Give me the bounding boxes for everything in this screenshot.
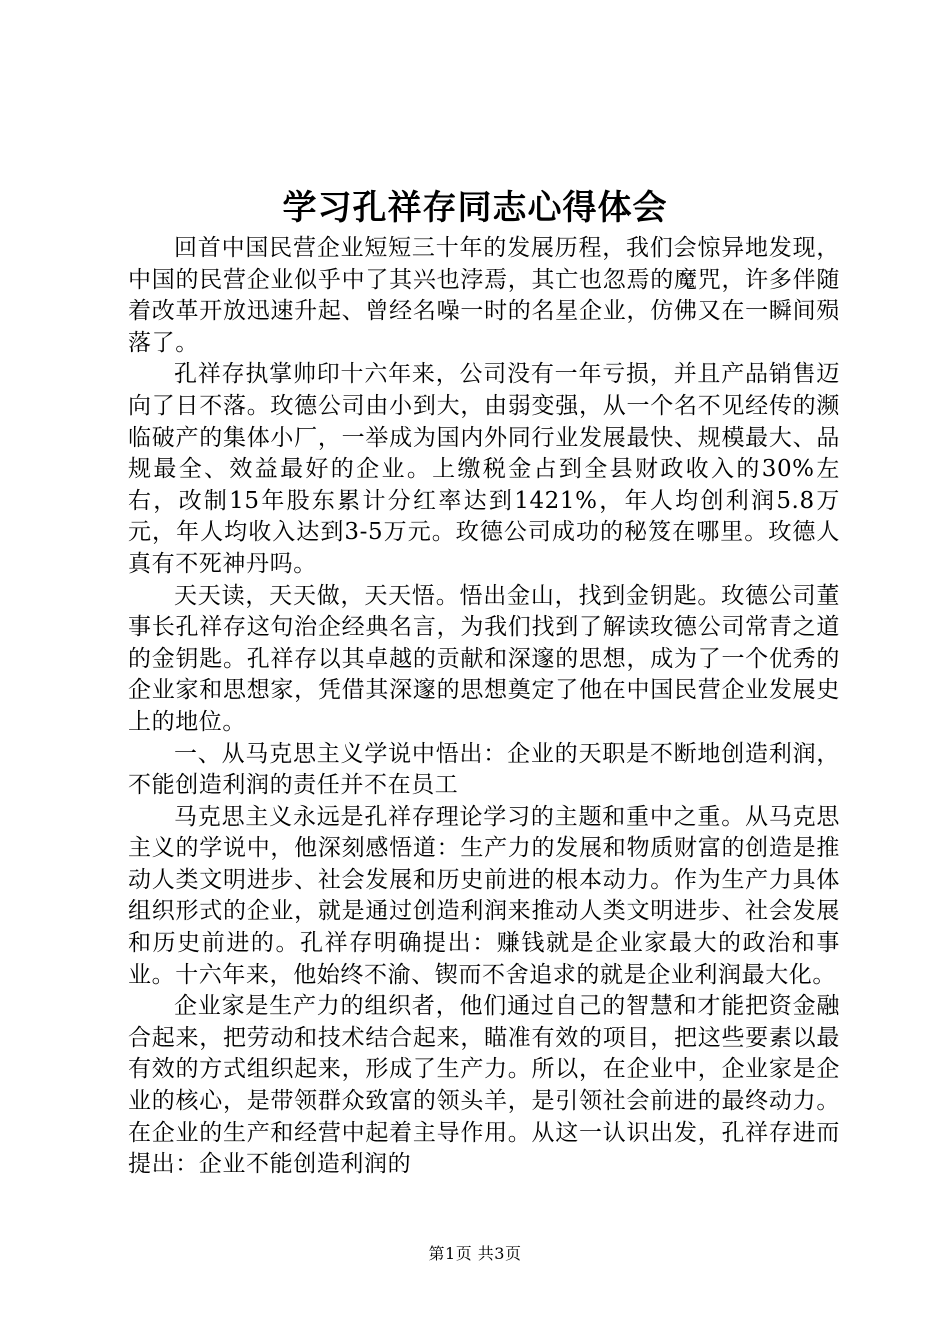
paragraph-5: 企业家是生产力的组织者，他们通过自己的智慧和才能把资金融合起来，把劳动和技术结合起来，瞄准有效的项目，把这些要素以最有效的方式组织起来，形成了生产力。所以，在企业中，企业家是企业的核心，是带领群众致富的领头羊，是引领社会前进的最终动力。在企业的生产和经营中起着主导作用。从这一认识出发，孔祥存进而提出：企业不能创造利润的 — [128, 993, 840, 1178]
paragraph-4: 马克思主义永远是孔祥存理论学习的主题和重中之重。从马克思主义的学说中，他深刻感悟道：生产力的发展和物质财富的创造是推动人类文明进步、社会发展和历史前进的根本动力。作为生产力具体组织形式的企业，就是通过创造利润来推动人类文明进步、社会发展和历史前进的。孔祥存明确提出：赚钱就是企业家最大的政治和事业。十六年来，他始终不渝、锲而不舍追求的就是企业利润最大化。 — [128, 803, 840, 988]
document-title: 学习孔祥存同志心得体会 — [282, 188, 668, 228]
paragraph-2: 孔祥存执掌帅印十六年来，公司没有一年亏损，并且产品销售迈向了日不落。玫德公司由小到大，由弱变强，从一个名不见经传的濒临破产的集体小厂，一举成为国内外同行业发展最快、规模最大、品规最全、效益最好的企业。上缴税金占到全县财政收入的30%左右，改制15年股东累计分红率达到1421%，年人均创利润5.8万元，年人均收入达到3-5万元。玫德公司成功的秘笈在哪里。玫德人真有不死神丹吗。 — [128, 361, 840, 577]
paragraph-1: 回首中国民营企业短短三十年的发展历程，我们会惊异地发现，中国的民营企业似乎中了其兴也浡焉，其亡也忽焉的魔咒，许多伴随着改革开放迅速升起、曾经名噪一时的名星企业，仿佛又在一瞬间殒落了。 — [128, 235, 840, 356]
section-heading-1: 一、从马克思主义学说中悟出：企业的天职是不断地创造利润，不能创造利润的责任并不在员工 — [128, 740, 840, 799]
paragraph-3: 天天读，天天做，天天悟。悟出金山，找到金钥匙。玫德公司董事长孔祥存这句治企经典名言，为我们找到了解读玫德公司常青之道的金钥匙。孔祥存以其卓越的贡献和深邃的思想，成为了一个优秀的企业家和思想家，凭借其深邃的思想奠定了他在中国民营企业发展史上的地位。 — [128, 582, 840, 735]
document-body — [128, 233, 840, 1181]
page-number-footer: 第1页 共3页 — [428, 1244, 522, 1263]
